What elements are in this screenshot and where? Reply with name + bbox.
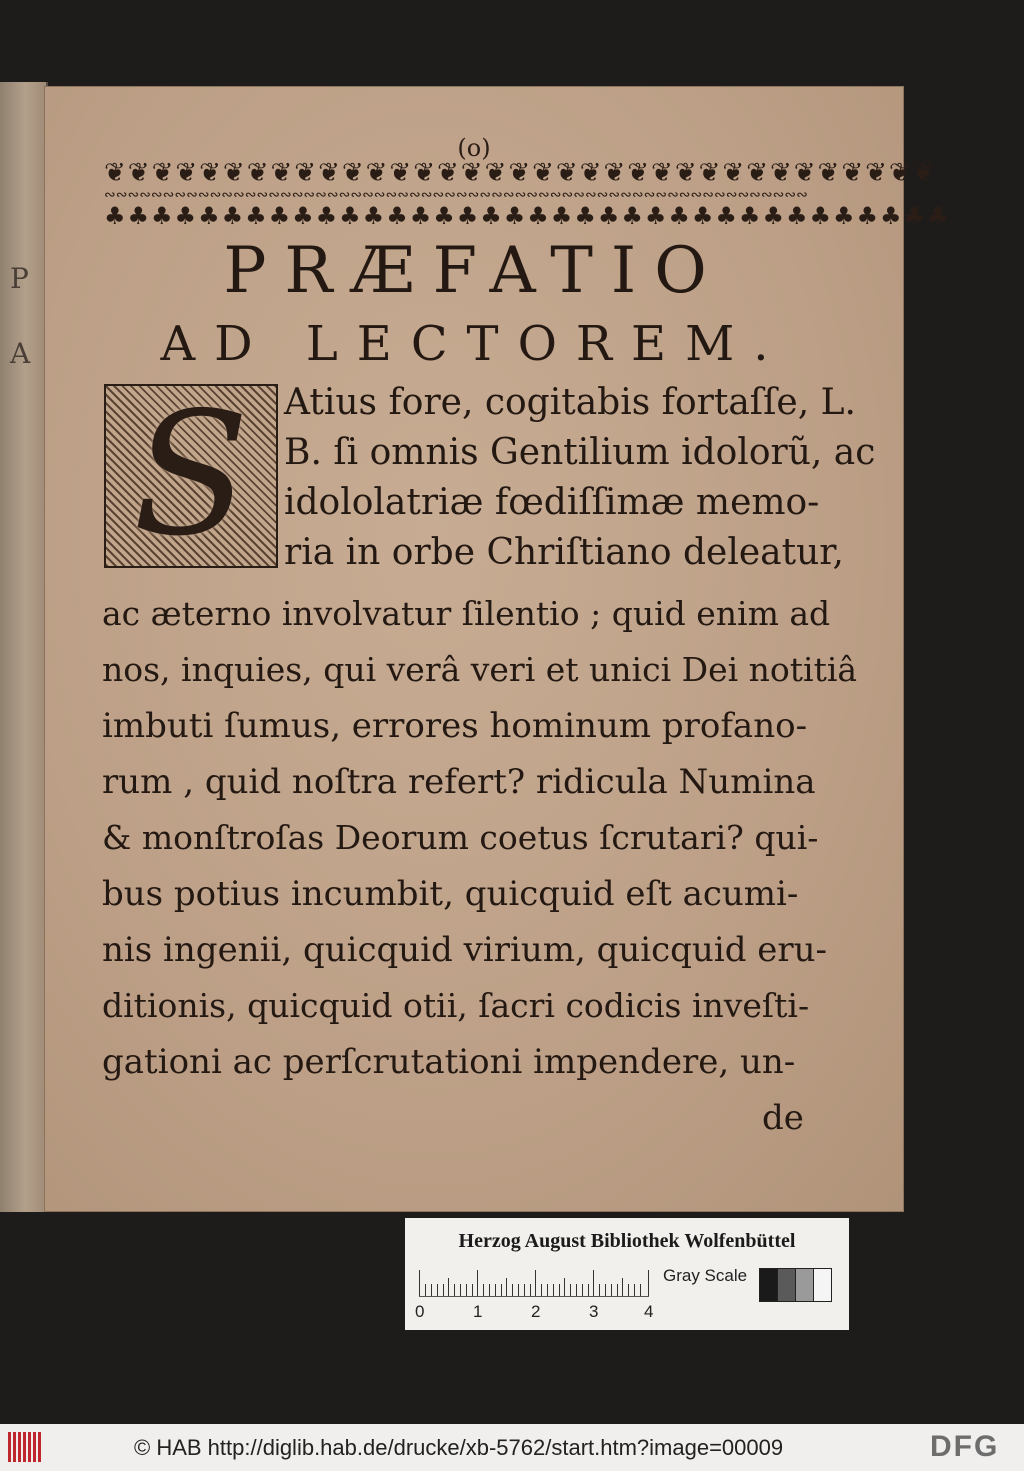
gray-swatch <box>777 1268 796 1302</box>
hab-logo-icon <box>8 1432 42 1462</box>
initial-letter: S <box>132 376 250 574</box>
scale-number: 0 <box>415 1302 425 1321</box>
text-line: ria in orbe Chriſtiano deleatur, <box>284 532 844 573</box>
scale-number: 1 <box>473 1302 483 1321</box>
text-line: gationi ac perſcrutationi impendere, un- <box>102 1042 796 1082</box>
title-line-1: PRÆFATIO <box>223 234 725 308</box>
text-line: & monſtroſas Deorum coetus ſcrutari? qui- <box>102 818 819 857</box>
ruler <box>419 1270 649 1297</box>
ornament-band-middle: ∾∾∾∾∾∾∾∾∾∾∾∾∾∾∾∾∾∾∾∾∾∾∾∾∾∾∾∾∾∾∾∾∾∾∾∾∾∾∾∾∾∾∾∾∾∾∾∾∾∾∾∾∾∾∾∾∾∾∾∾ <box>104 187 808 203</box>
decorated-initial <box>104 376 278 574</box>
scale-number: 2 <box>531 1302 541 1321</box>
viewer-footer <box>0 1424 1024 1471</box>
scale-number: 4 <box>644 1302 654 1321</box>
text-line: nis ingenii, quicquid virium, quicquid eru- <box>102 930 828 970</box>
text-line: Atius fore, cogitabis fortaſſe, L. <box>284 382 856 423</box>
text-line: ac æterno involvatur ſilentio ; quid enim ad <box>102 594 831 633</box>
book-page <box>44 86 951 1212</box>
text-line: nos, inquies, qui verâ veri et unici Dei notitiâ <box>102 650 858 689</box>
copyright-url[interactable]: © HAB http://diglib.hab.de/drucke/xb-5762/start.htm?image=00009 <box>134 1435 784 1460</box>
gray-scale-label: Gray Scale <box>663 1266 748 1285</box>
catchword: de <box>762 1098 804 1138</box>
text-line: rum , quid noſtra refert? ridicula Numina <box>102 762 816 802</box>
gray-swatch <box>759 1268 778 1302</box>
text-line: ditionis, quicquid otii, ſacri codicis inveſti- <box>102 986 810 1025</box>
text-line: bus potius incumbit, quicquid eſt acumi- <box>102 874 799 914</box>
scale-card <box>405 1218 849 1330</box>
text-line: idololatriæ fœdiſſimæ memo- <box>284 482 820 523</box>
text-line: imbuti ſumus, errores hominum profano- <box>102 706 808 746</box>
dfg-logo: DFG <box>930 1430 1000 1463</box>
scale-number: 3 <box>589 1302 599 1321</box>
gray-swatch <box>795 1268 814 1302</box>
text-line: B. ſi omnis Gentilium idolorũ, ac <box>284 432 876 473</box>
ornament-band-bottom: ♣♣♣♣♣♣♣♣♣♣♣♣♣♣♣♣♣♣♣♣♣♣♣♣♣♣♣♣♣♣♣♣♣♣♣♣ <box>104 202 951 230</box>
ornament-band-top: ❦❦❦❦❦❦❦❦❦❦❦❦❦❦❦❦❦❦❦❦❦❦❦❦❦❦❦❦❦❦❦❦❦❦❦ <box>104 158 937 188</box>
library-name: Herzog August Bibliothek Wolfenbüttel <box>458 1230 796 1252</box>
previous-page-edge: P A <box>0 82 48 1212</box>
gray-swatch <box>813 1268 832 1302</box>
title-line-2: AD LECTOREM. <box>160 316 788 372</box>
page-number: (o) <box>457 134 491 162</box>
